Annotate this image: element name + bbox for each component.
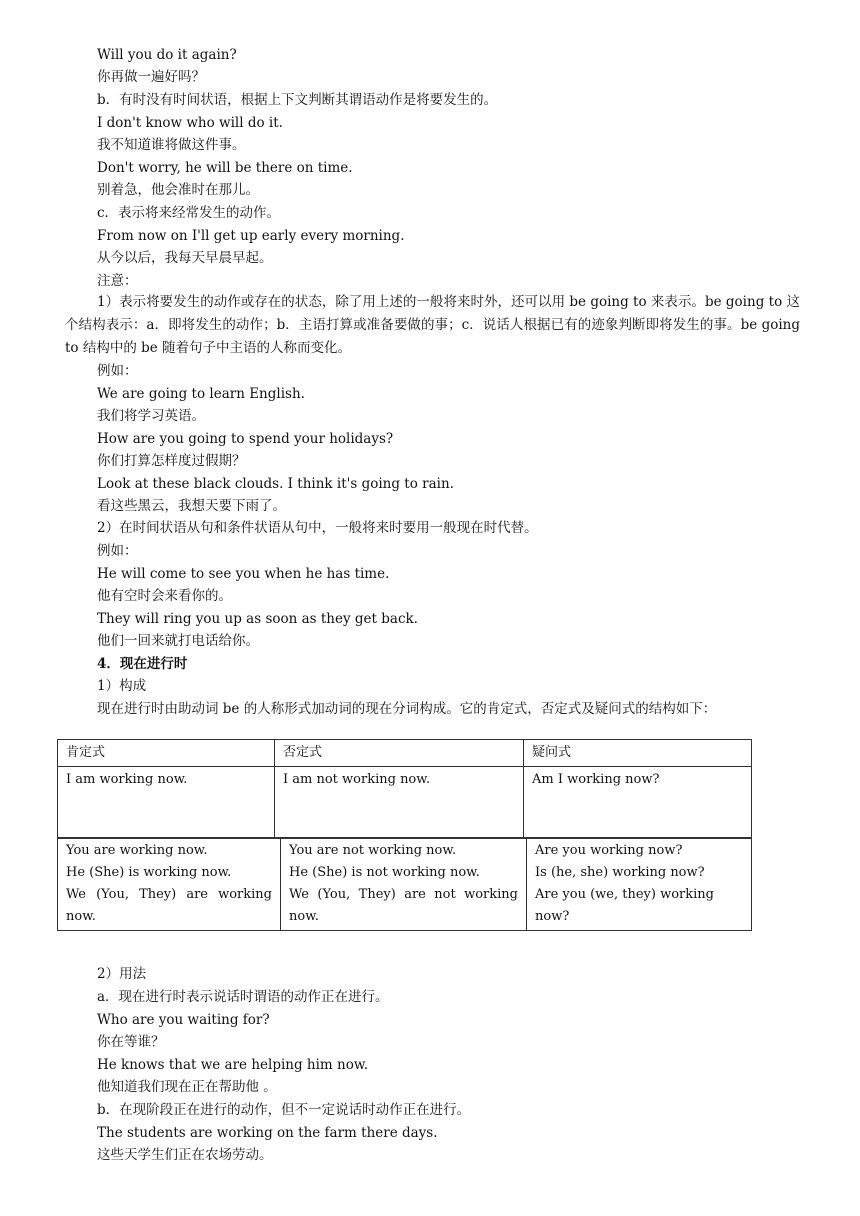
cell-negative-list: [281, 838, 527, 931]
line: a．现在进行时表示说话时谓语的动作正在进行。: [97, 989, 389, 1005]
line: 我不知道谁将做这件事。: [97, 137, 246, 153]
line: Look at these black clouds. I think it's going to rain.: [97, 476, 454, 492]
line: 他知道我们现在正在帮助他 。: [97, 1079, 277, 1095]
header-affirmative: 肯定式: [58, 740, 275, 767]
line: 2）在时间状语从句和条件状语从句中，一般将来时要用一般现在时代替。: [97, 520, 538, 536]
line: 别着急，他会准时在那儿。: [97, 182, 259, 198]
cell-line: You are not working now.: [289, 843, 457, 858]
line: 看这些黑云，我想天要下雨了。: [97, 498, 286, 514]
cell-line: He (She) is working now.: [66, 865, 232, 880]
line: He knows that we are helping him now.: [97, 1057, 369, 1073]
line: Don't worry, he will be there on time.: [97, 160, 353, 176]
line: The students are working on the farm there days.: [97, 1125, 438, 1141]
header-negative: 否定式: [275, 740, 524, 767]
cell-negative: I am not working now.: [275, 767, 524, 839]
line: 注意：: [97, 273, 138, 289]
cell-line: Is (he, she) working now?: [535, 865, 705, 880]
line: b．在现阶段正在进行的动作，但不一定说话时动作正在进行。: [97, 1102, 471, 1118]
structure-table-header: [57, 739, 752, 839]
note-paragraph: [65, 291, 800, 360]
line: Who are you waiting for?: [97, 1012, 270, 1028]
cell-line: You are working now.: [66, 843, 208, 858]
line: They will ring you up as soon as they get back.: [97, 611, 418, 627]
line: How are you going to spend your holidays?: [97, 431, 394, 447]
line: 这些天学生们正在农场劳动。: [97, 1147, 273, 1163]
cell-question-list: [527, 838, 752, 931]
line: 他有空时会来看你的。: [97, 588, 232, 604]
line: 例如：: [97, 543, 138, 559]
line: 你在等谁？: [97, 1034, 165, 1050]
cell-line: We (You, They) are working now.: [66, 887, 272, 924]
header-question: 疑问式: [524, 740, 752, 767]
structure-table-body: [57, 837, 752, 931]
line: He will come to see you when he has time.: [97, 566, 390, 582]
cell-affirmative-list: [58, 838, 281, 931]
cell-question: Am I working now?: [524, 767, 752, 839]
cell-affirmative: I am working now.: [58, 767, 275, 839]
line: 从今以后，我每天早晨早起。: [97, 250, 273, 266]
line: 他们一回来就打电话给你。: [97, 633, 259, 649]
section-heading: 4．现在进行时: [97, 656, 188, 672]
line: 例如：: [97, 363, 138, 379]
cell-line: He (She) is not working now.: [289, 865, 480, 880]
cell-line: Are you (we, they) working now?: [535, 887, 714, 924]
line: We are going to learn English.: [97, 386, 305, 402]
line: 你们打算怎样度过假期？: [97, 453, 246, 469]
cell-line: Are you working now?: [535, 843, 683, 858]
line: 你再做一遍好吗？: [97, 69, 205, 85]
subheading: 1）构成: [97, 678, 147, 694]
intro-line: 现在进行时由助动词 be 的人称形式加动词的现在分词构成。它的肯定式，否定式及疑问式的结构如下：: [97, 701, 717, 717]
note-text: 1）表示将要发生的动作或存在的状态，除了用上述的一般将来时外，还可以用 be going to 来表示。be going to 这个结构表示：a．即将发生的动作；b．主语打算或准备要做的事；c．说话人根据已有的迹象判断即将发生的事。be going to 结构中的 be 随着句子中主语的人称而变化。: [65, 294, 800, 356]
line: 我们将学习英语。: [97, 408, 205, 424]
line: Will you do it again?: [97, 47, 237, 63]
line: I don't know who will do it.: [97, 115, 283, 131]
line: From now on I'll get up early every morning.: [97, 228, 405, 244]
cell-line: We (You, They) are not working now.: [289, 887, 518, 924]
line: 2）用法: [97, 966, 147, 982]
line: c．表示将来经常发生的动作。: [97, 205, 281, 221]
line: b．有时没有时间状语，根据上下文判断其谓语动作是将要发生的。: [97, 92, 498, 108]
